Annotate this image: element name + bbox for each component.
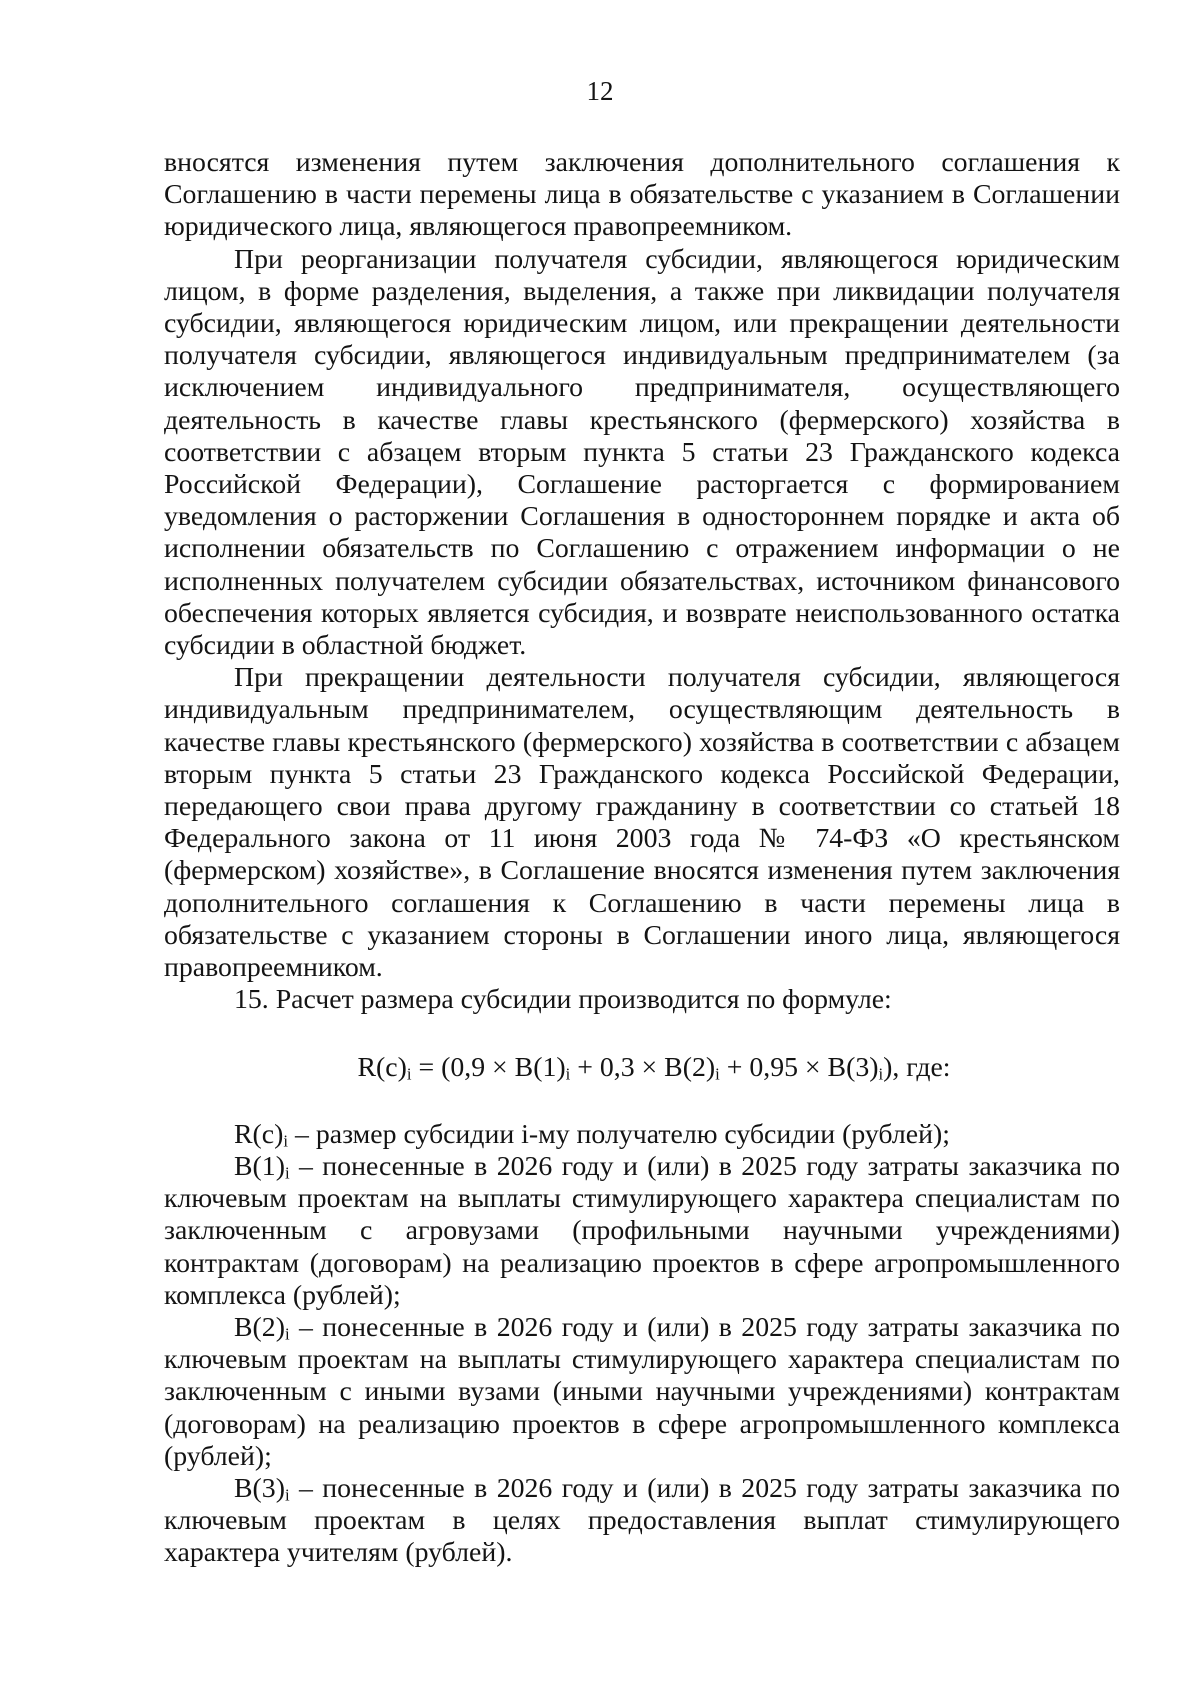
paragraph-continuation: вносятся изменения путем заключения дополнительного соглашения к Соглашению в части перемены лица в обязательстве с указанием в Соглашении юридического лица, являющегося правопреемником. (164, 147, 1120, 243)
definition-symbol: R(c) (234, 1118, 284, 1150)
definition-b1 (164, 1151, 1120, 1312)
paragraph-reorganization: При реорганизации получателя субсидии, являющегося юридическим лицом, в форме разделения, выделения, а также при ликвидации получателя субсидии, являющегося юридическим лицом, или прекращении деятельности получателя субсидии, являющегося индивидуальным предпринимателем (за исключением индивидуального предпринимателя, осуществляющего деятельность в качестве главы крестьянского (фермерского) хозяйства в соответствии с абзацем вторым пункта 5 статьи 23 Гражданского кодекса Российской Федерации), Соглашение расторгается с формированием уведомления о расторжении Соглашения в одностороннем порядке и акта об исполнении обязательств по Соглашению с отражением информации о не исполненных получателем субсидии обязательствах, источником финансового обеспечения которых является субсидия, и возврате неиспользованного остатка субсидии в областной бюджет. (164, 243, 1120, 662)
definition-rc (164, 1119, 1120, 1151)
document-body (164, 147, 1120, 1570)
definition-subscript: i (283, 1131, 289, 1151)
definition-subscript: i (284, 1163, 290, 1183)
definition-symbol: B(1) (234, 1150, 285, 1182)
formula-part-1: = (0,9 × B(1) (411, 1052, 566, 1084)
definition-symbol: B(2) (234, 1311, 285, 1343)
definition-subscript: i (284, 1324, 290, 1344)
definition-text: – понесенные в 2026 году и (или) в 2025 году затраты заказчика по ключевым проектам на выплаты стимулирующего характера специалистам по заключенным с иными вузами (иными научными учреждениями) контрактам (договорам) на реализацию проектов в сфере агропромышленного комплекса (рублей); (164, 1311, 1120, 1472)
subsidy-formula (164, 1052, 1120, 1084)
definition-subscript: i (284, 1485, 290, 1505)
formula-subscript: i (715, 1065, 720, 1085)
page-number: 12 (586, 76, 614, 106)
definition-text: – понесенные в 2026 году и (или) в 2025 году затраты заказчика по ключевым проектам в целях предоставления выплат стимулирующего характера учителям (рублей). (164, 1472, 1120, 1569)
formula-tail: ), где: (883, 1052, 951, 1084)
paragraph-termination: При прекращении деятельности получателя субсидии, являющегося индивидуальным предпринимателем, осуществляющим деятельность в качестве главы крестьянского (фермерского) хозяйства в соответствии с абзацем вторым пункта 5 статьи 23 Гражданского кодекса Российской Федерации, передающего свои права другому гражданину в соответствии со статьей 18 Федерального закона от 11 июня 2003 года № 74-ФЗ «О крестьянском (фермерском) хозяйстве», в Соглашение вносятся изменения путем заключения дополнительного соглашения к Соглашению в части перемены лица в обязательстве с указанием стороны в Соглашении иного лица, являющегося правопреемником. (164, 662, 1120, 984)
formula-lhs: R(c) (357, 1052, 407, 1084)
formula-subscript: i (406, 1065, 412, 1085)
formula-subscript: i (565, 1065, 571, 1085)
formula-part-2: + 0,3 × B(2) (570, 1052, 716, 1084)
paragraph-formula-intro: 15. Расчет размера субсидии производится по формуле: (234, 984, 892, 1016)
formula-subscript: i (878, 1065, 884, 1085)
definition-b3 (164, 1473, 1120, 1570)
definition-text: – понесенные в 2026 году и (или) в 2025 году затраты заказчика по ключевым проектам на выплаты стимулирующего характера специалистам по заключенным с агровузами (профильными научными учреждениями) контрактам (договорам) на реализацию проектов в сфере агропромышленного комплекса (рублей); (164, 1150, 1120, 1311)
formula-part-3: + 0,95 × B(3) (719, 1052, 879, 1084)
definition-symbol: B(3) (234, 1472, 285, 1504)
definition-b2 (164, 1312, 1120, 1473)
definition-text: – размер субсидии i-му получателю субсидии (рублей); (288, 1118, 950, 1150)
